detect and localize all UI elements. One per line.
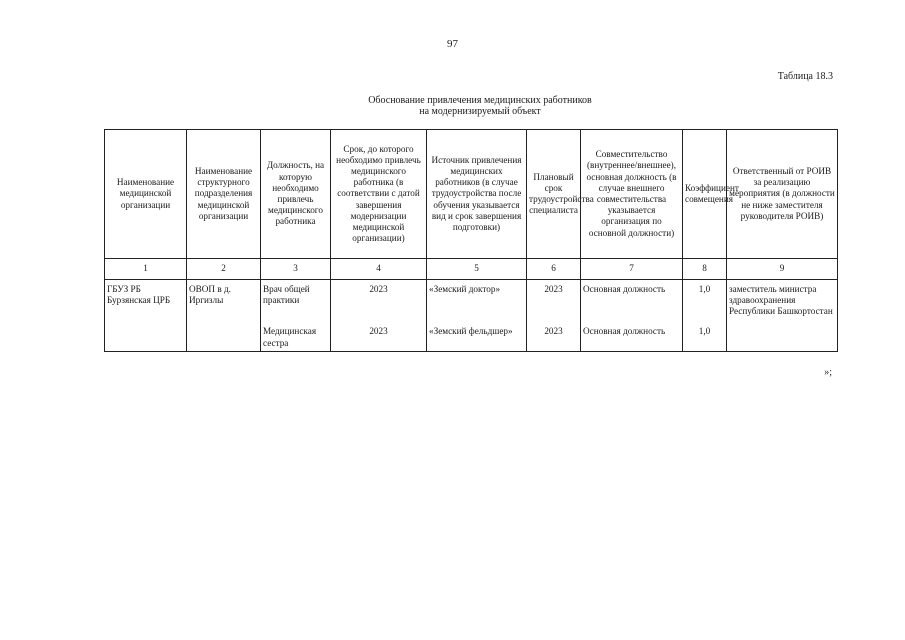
source-value: «Земский фельдшер» xyxy=(429,326,513,337)
header-planned-date: Плановый срок трудоустройства специалиста xyxy=(527,130,581,259)
column-number: 5 xyxy=(427,259,527,280)
table-row xyxy=(105,280,838,352)
end-mark: »; xyxy=(824,367,832,378)
column-number: 1 xyxy=(105,259,187,280)
deadline-value: 2023 xyxy=(369,284,388,294)
header-subdivision: Наименование структурного подразделения медицинской организации xyxy=(187,130,261,259)
table-label: Таблица 18.3 xyxy=(777,71,833,82)
column-number: 3 xyxy=(261,259,331,280)
header-combination: Совместительство (внутреннее/внешнее), основная должность (в случае внешнего совместительства указывается организация по основной должности) xyxy=(581,130,683,259)
responsible-cell: заместитель министра здравоохранения Республики Башкортостан xyxy=(727,280,838,352)
deadline-value: 2023 xyxy=(369,326,388,337)
combination-cell xyxy=(581,280,683,352)
combination-value: Основная должность xyxy=(583,284,666,294)
combination-value: Основная должность xyxy=(583,326,666,337)
title-line-1: Обоснование привлечения медицинских работников xyxy=(368,95,592,106)
header-deadline: Срок, до которого необходимо привлечь медицинского работника (в соответствии с датой завершения модернизации медицинской организации) xyxy=(331,130,427,259)
column-number: 7 xyxy=(581,259,683,280)
page-number: 97 xyxy=(447,38,458,50)
header-source: Источник привлечения медицинских работников (в случае трудоустройства после обучения указывается вид и срок завершения подготовки) xyxy=(427,130,527,259)
column-number: 8 xyxy=(683,259,727,280)
header-position: Должность, на которую необходимо привлечь медицинского работника xyxy=(261,130,331,259)
header-row xyxy=(105,130,838,259)
source-value: «Земский доктор» xyxy=(429,284,501,294)
header-responsible: Ответственный от РОИВ за реализацию мероприятия (в должности не ниже заместителя руководителя РОИВ) xyxy=(727,130,838,259)
coefficient-value: 1,0 xyxy=(698,326,711,337)
position-value: Медицинская сестра xyxy=(263,326,317,348)
header-organization: Наименование медицинской организации xyxy=(105,130,187,259)
column-number: 6 xyxy=(527,259,581,280)
subdivision-cell: ОВОП в д. Иргизлы xyxy=(187,280,261,352)
column-number: 9 xyxy=(727,259,838,280)
document-title xyxy=(280,95,680,117)
column-number: 4 xyxy=(331,259,427,280)
position-cell xyxy=(261,280,331,352)
column-number: 2 xyxy=(187,259,261,280)
source-cell xyxy=(427,280,527,352)
planned-date-value: 2023 xyxy=(544,326,563,337)
coefficient-cell xyxy=(683,280,727,352)
column-number-row xyxy=(105,259,838,280)
deadline-cell xyxy=(331,280,427,352)
planned-date-value: 2023 xyxy=(544,284,563,294)
staffing-table xyxy=(104,129,838,352)
organization-cell: ГБУЗ РБ Бурзянская ЦРБ xyxy=(105,280,187,352)
header-coefficient: Коэффициент совмещения xyxy=(683,130,727,259)
position-value: Врач общей практики xyxy=(263,284,310,306)
title-line-2: на модернизируемый объект xyxy=(419,106,541,117)
coefficient-value: 1,0 xyxy=(698,284,711,294)
planned-date-cell xyxy=(527,280,581,352)
